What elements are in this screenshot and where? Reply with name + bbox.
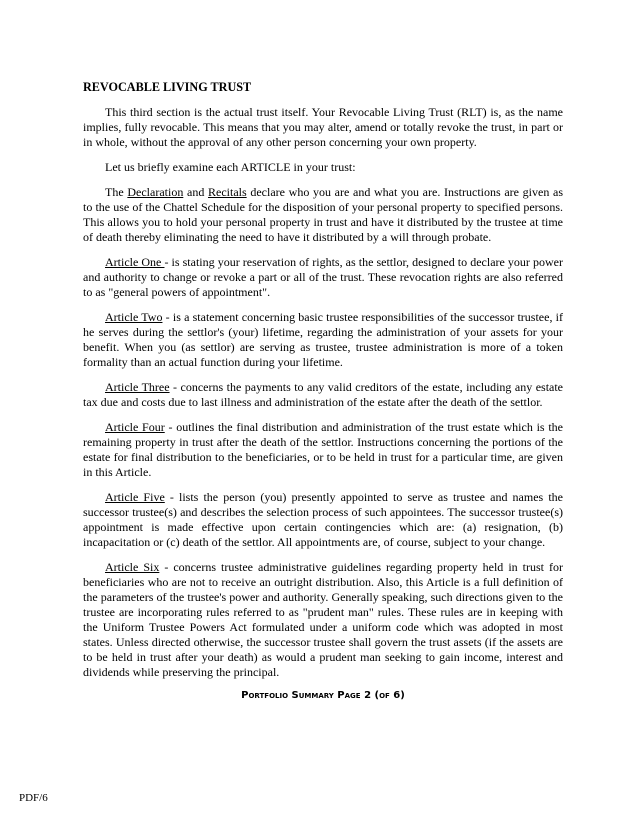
declaration-paragraph: [83, 185, 563, 245]
article-five-label: Article Five: [105, 490, 165, 504]
declaration-term: Declaration: [127, 185, 184, 199]
intro-paragraph: This third section is the actual trust itself. Your Revocable Living Trust (RLT) is, as the name implies, fully revocable. This means that you may alter, amend or totally revoke the trust, in part or in whole, without the approval of any other person concerning your own property.: [83, 105, 563, 149]
declaration-prefix: The: [105, 185, 128, 199]
article-six-text: - concerns trustee administrative guidelines regarding property held in trust for beneficiaries who are not to receive an outright distribution. Also, this Article is a full definition of the parameters of the trustee's power and authority. Generally speaking, such directions given to the trustee are incorporating rules referred to as "prudent man" rules. These rules are in keeping with the Uniform Trustee Powers Act formulated under a uniform code which was adopted in most states. Unless directed otherwise, the successor trustee shall govern the trust assets (if the assets are to be held in trust after your death) as would a prudent man seeking to gain income, interest and dividends while preserving the principal.: [83, 560, 563, 679]
article-two-paragraph: [83, 310, 563, 370]
page-footer: Portfolio Summary Page 2 (of 6): [241, 690, 405, 701]
article-three-text: - concerns the payments to any valid creditors of the estate, including any estate tax due and costs due to last illness and administration of the estate after the death of the settlor.: [83, 380, 564, 409]
article-two-label: Article Two: [105, 310, 163, 324]
article-three-label: Article Three: [105, 380, 170, 394]
page-marker: PDF/6: [19, 792, 48, 804]
document-title: REVOCABLE LIVING TRUST: [83, 80, 252, 94]
declaration-conjunction: and: [183, 185, 208, 199]
article-one-label: Article One: [105, 255, 165, 269]
article-one-paragraph: [83, 255, 563, 300]
article-one-text: - is stating your reservation of rights, as the settlor, designed to declare your power and authority to change or revoke a part or all of the trust. These revocation rights are also referred to as "general powers of appointment".: [83, 255, 563, 299]
intro-article-lead: Let us briefly examine each ARTICLE in your trust:: [105, 160, 356, 174]
article-five-paragraph: [83, 490, 563, 550]
recitals-term: Recitals: [208, 185, 247, 199]
document-page: [83, 80, 563, 702]
article-four-label: Article Four: [105, 420, 165, 434]
article-four-text: - outlines the final distribution and administration of the trust estate which is the remaining property in trust after the death of the settlor. Instructions concerning the portions of the estate for final distribution to the beneficiaries, or to be held in trust for a particular time, are given in this Article.: [83, 420, 563, 479]
article-two-text: - is a statement concerning basic trustee responsibilities of the successor trustee, if he serves during the settlor's (your) lifetime, regarding the administration of your assets for your benefit. When you (as settlor) are serving as trustee, trustee administration is more of a token formality than an actual function during your lifetime.: [83, 310, 563, 369]
article-six-paragraph: [83, 560, 563, 680]
article-four-paragraph: [83, 420, 563, 480]
declaration-text: declare who you are and what you are. Instructions are given as to the use of the Chattel Schedule for the disposition of your personal property to specified persons. This allows you to hold your personal property in trust and have it distributed by the trustee at time of death thereby eliminating the need to have it distributed by a will through probate.: [83, 185, 564, 244]
article-six-label: Article Six: [105, 560, 160, 574]
article-five-text: - lists the person (you) presently appointed to serve as trustee and names the successor trustee(s) and describes the selection process of such appointees. The successor trustee(s) appointment is made effective upon certain contingencies which are: (a) resignation, (b) incapacitation or (c) death of the settlor. All appointments are, of course, subject to your change.: [83, 490, 563, 549]
article-three-paragraph: [83, 380, 563, 410]
